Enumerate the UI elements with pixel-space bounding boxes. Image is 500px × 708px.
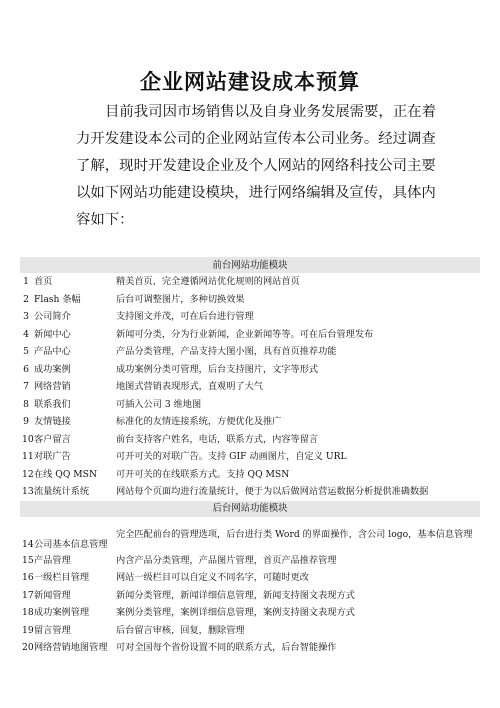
row-number: 10 bbox=[22, 433, 34, 445]
module-name: 成功案例 bbox=[34, 363, 71, 375]
row-number: 7 bbox=[23, 381, 29, 393]
module-description: 后台留言审核，回复，删除管理 bbox=[116, 624, 245, 636]
row-number: 13 bbox=[22, 486, 34, 498]
table-row bbox=[20, 517, 480, 552]
intro-line: 力开发建设本公司的企业网站宣传本公司业务。经过调查 bbox=[76, 131, 436, 147]
module-name: 客户留言 bbox=[34, 433, 71, 445]
row-number: 1 bbox=[23, 276, 29, 288]
module-name: 在线 QQ MSN bbox=[34, 468, 98, 480]
module-description: 新闻分类管理，新闻详细信息管理，新闻支持图文表现方式 bbox=[116, 589, 355, 601]
module-description: 后台可调整图片，多种切换效果 bbox=[116, 293, 245, 305]
table-row bbox=[20, 622, 480, 640]
table-row bbox=[20, 361, 480, 379]
table-row bbox=[20, 378, 480, 396]
table-row bbox=[20, 448, 480, 466]
module-name: 友情链接 bbox=[34, 416, 71, 428]
module-description: 成功案例分类可管理，后台支持图片，文字等形式 bbox=[116, 363, 319, 375]
row-number: 11 bbox=[22, 451, 34, 463]
module-name: 公司基本信息管理 bbox=[34, 538, 108, 550]
table-row bbox=[20, 466, 480, 484]
section-header-row bbox=[20, 501, 480, 517]
row-number: 19 bbox=[22, 624, 34, 636]
module-name: 网络营销地图管理 bbox=[34, 642, 108, 654]
row-number: 5 bbox=[23, 346, 29, 358]
module-description: 内含产品分类管理，产品图片管理，首页产品推荐管理 bbox=[116, 554, 337, 566]
table-row bbox=[20, 291, 480, 309]
section-header-row bbox=[20, 257, 480, 273]
module-description: 产品分类管理，产品支持大图小图，具有首页推荐功能 bbox=[116, 346, 337, 358]
table-row bbox=[20, 273, 480, 291]
table-row bbox=[20, 308, 480, 326]
table-row bbox=[20, 552, 480, 570]
row-number: 18 bbox=[22, 607, 34, 619]
module-name: 成功案例管理 bbox=[34, 607, 90, 619]
row-number: 14 bbox=[22, 538, 34, 550]
intro-line: 目前我司因市场销售以及自身业务发展需要，正在着 bbox=[105, 104, 436, 120]
row-number: 9 bbox=[23, 416, 29, 428]
module-description: 精美首页，完全遵循网站优化规则的网站首页 bbox=[116, 276, 300, 288]
module-description: 案例分类管理，案例详细信息管理，案例支持图文表现方式 bbox=[116, 607, 355, 619]
intro-line: 以如下网站功能建设模块，进行网络编辑及宣传，具体内 bbox=[76, 185, 436, 201]
module-name: 联系我们 bbox=[34, 398, 71, 410]
row-number: 12 bbox=[22, 468, 34, 480]
table-row bbox=[20, 326, 480, 344]
module-description: 可插入公司 3 维地图 bbox=[116, 398, 202, 410]
module-description: 地图式营销表现形式，直观明了大气 bbox=[116, 381, 263, 393]
table-row bbox=[20, 396, 480, 414]
module-name: 新闻管理 bbox=[34, 589, 71, 601]
table-row bbox=[20, 639, 480, 657]
row-number: 3 bbox=[23, 311, 29, 323]
table-row bbox=[20, 604, 480, 622]
module-name: 网络营销 bbox=[34, 381, 71, 393]
table-row bbox=[20, 413, 480, 431]
row-number: 6 bbox=[23, 363, 29, 375]
intro-paragraph bbox=[76, 99, 436, 234]
module-name: 产品管理 bbox=[34, 554, 71, 566]
module-description: 新闻可分类，分为行业新闻，企业新闻等等。可在后台管理发布 bbox=[116, 328, 374, 340]
row-number: 8 bbox=[23, 398, 29, 410]
module-description: 可开可关的在线联系方式。支持 QQ MSN bbox=[116, 468, 290, 480]
budget-table-body bbox=[20, 257, 480, 657]
module-description: 前台支持客户姓名，电话，联系方式，内容等留言 bbox=[116, 433, 319, 445]
module-description: 可开可关的对联广告。支持 GIF 动画图片，自定义 URL bbox=[116, 451, 347, 463]
module-name: 产品中心 bbox=[34, 346, 71, 358]
row-number: 20 bbox=[22, 642, 34, 654]
table-row bbox=[20, 587, 480, 605]
module-description: 支持图文并茂，可在后台进行管理 bbox=[116, 311, 254, 323]
module-description: 可对全国每个省份设置不同的联系方式，后台智能操作 bbox=[116, 642, 337, 654]
module-name: 对联广告 bbox=[34, 451, 71, 463]
module-name: 一级栏目管理 bbox=[34, 572, 90, 584]
module-name: Flash 条幅 bbox=[34, 293, 81, 305]
row-number: 4 bbox=[23, 328, 29, 340]
row-number: 16 bbox=[22, 572, 34, 584]
budget-table bbox=[20, 257, 480, 657]
table-row bbox=[20, 343, 480, 361]
table-row bbox=[20, 569, 480, 587]
intro-line: 了解，现时开发建设企业及个人网站的网络科技公司主要 bbox=[76, 158, 436, 174]
table-row bbox=[20, 431, 480, 449]
module-description: 网站每个页面均进行流量统计，便于为以后做网站营运数据分析提供准确数据 bbox=[116, 486, 429, 498]
module-name: 留言管理 bbox=[34, 624, 71, 636]
module-name: 新闻中心 bbox=[34, 328, 71, 340]
section-heading: 前台网站功能模块 bbox=[20, 257, 480, 273]
row-number: 17 bbox=[22, 589, 34, 601]
row-number: 2 bbox=[23, 293, 29, 305]
section-heading: 后台网站功能模块 bbox=[20, 501, 480, 517]
module-name: 流量统计系统 bbox=[34, 486, 90, 498]
page-title: 企业网站建设成本预算 bbox=[140, 70, 360, 94]
module-description: 完全匹配前台的管理选项，后台进行类 Word 的界面操作，含公司 logo，基本信息管理 bbox=[116, 528, 473, 540]
table-row bbox=[20, 483, 480, 501]
intro-line: 容如下： bbox=[76, 212, 134, 228]
row-number: 15 bbox=[22, 554, 34, 566]
module-name: 公司简介 bbox=[34, 311, 71, 323]
module-description: 网站一级栏目可以自定义不同名字，可随时更改 bbox=[116, 572, 309, 584]
module-name: 首页 bbox=[34, 276, 53, 288]
module-description: 标准化的友情连接系统，方便优化及推广 bbox=[116, 416, 282, 428]
